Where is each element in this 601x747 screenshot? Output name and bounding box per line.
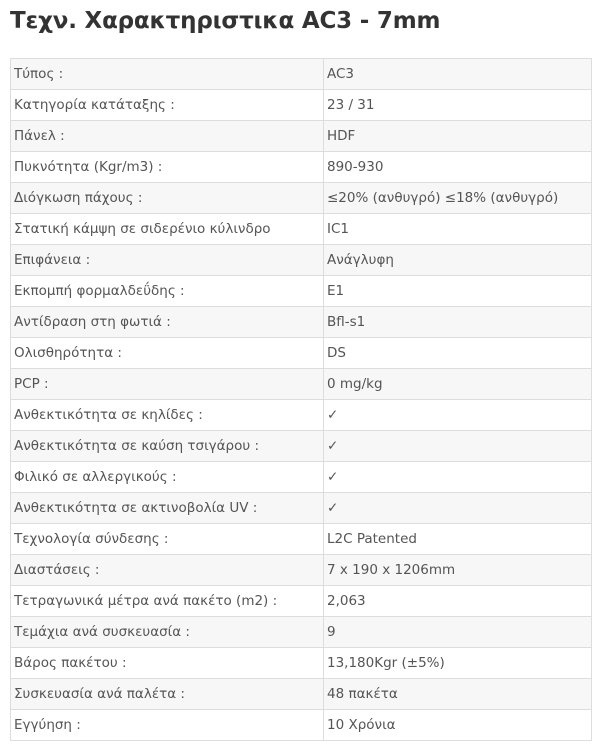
specs-table <box>10 58 592 741</box>
spec-label: Ανθεκτικότητα σε καύση τσιγάρου : <box>11 431 324 462</box>
table-row <box>11 369 592 400</box>
spec-label: Ανθεκτικότητα σε ακτινοβολία UV : <box>11 493 324 524</box>
table-row <box>11 710 592 741</box>
spec-label: Αντίδραση στη φωτιά : <box>11 307 324 338</box>
table-row <box>11 59 592 90</box>
spec-label: Ολισθηρότητα : <box>11 338 324 369</box>
spec-value: IC1 <box>324 214 592 245</box>
spec-value: 2,063 <box>324 586 592 617</box>
spec-value: 7 x 190 x 1206mm <box>324 555 592 586</box>
table-row <box>11 121 592 152</box>
spec-value: 9 <box>324 617 592 648</box>
spec-value: ≤20% (ανθυγρό) ≤18% (ανθυγρό) <box>324 183 592 214</box>
spec-value: ✓ <box>324 462 592 493</box>
spec-value: AC3 <box>324 59 592 90</box>
spec-value: 48 πακέτα <box>324 679 592 710</box>
spec-value: DS <box>324 338 592 369</box>
spec-label: PCP : <box>11 369 324 400</box>
spec-label: Τεχνολογία σύνδεσης : <box>11 524 324 555</box>
spec-label: Διαστάσεις : <box>11 555 324 586</box>
spec-label: Συσκευασία ανά παλέτα : <box>11 679 324 710</box>
spec-label: Πυκνότητα (Kgr/m3) : <box>11 152 324 183</box>
spec-value: E1 <box>324 276 592 307</box>
spec-label: Εκπομπή φορμαλδεΰδης : <box>11 276 324 307</box>
spec-label: Διόγκωση πάχους : <box>11 183 324 214</box>
table-row <box>11 679 592 710</box>
table-row <box>11 555 592 586</box>
table-row <box>11 462 592 493</box>
table-row <box>11 431 592 462</box>
spec-label: Βάρος πακέτου : <box>11 648 324 679</box>
spec-label: Εγγύηση : <box>11 710 324 741</box>
spec-value: 0 mg/kg <box>324 369 592 400</box>
table-row <box>11 524 592 555</box>
spec-value: Bfl-s1 <box>324 307 592 338</box>
spec-label: Φιλικό σε αλλεργικούς : <box>11 462 324 493</box>
table-row <box>11 648 592 679</box>
specs-table-body <box>11 59 592 741</box>
table-row <box>11 90 592 121</box>
table-row <box>11 245 592 276</box>
spec-label: Τύπος : <box>11 59 324 90</box>
table-row <box>11 214 592 245</box>
spec-value: 13,180Kgr (±5%) <box>324 648 592 679</box>
spec-value: ✓ <box>324 400 592 431</box>
spec-value: HDF <box>324 121 592 152</box>
table-row <box>11 586 592 617</box>
page-title: Τεχν. Χαρακτηριστικα AC3 - 7mm <box>10 8 441 34</box>
spec-label: Ανθεκτικότητα σε κηλίδες : <box>11 400 324 431</box>
table-row <box>11 152 592 183</box>
spec-value: Ανάγλυφη <box>324 245 592 276</box>
spec-value: L2C Patented <box>324 524 592 555</box>
table-row <box>11 183 592 214</box>
spec-label: Τετραγωνικά μέτρα ανά πακέτο (m2) : <box>11 586 324 617</box>
spec-label: Κατηγορία κατάταξης : <box>11 90 324 121</box>
spec-label: Τεμάχια ανά συσκευασία : <box>11 617 324 648</box>
table-row <box>11 400 592 431</box>
table-row <box>11 307 592 338</box>
table-row <box>11 493 592 524</box>
spec-label: Επιφάνεια : <box>11 245 324 276</box>
spec-value: 890-930 <box>324 152 592 183</box>
table-row <box>11 338 592 369</box>
table-row <box>11 617 592 648</box>
spec-value: 10 Χρόνια <box>324 710 592 741</box>
table-row <box>11 276 592 307</box>
spec-value: ✓ <box>324 493 592 524</box>
spec-label: Στατική κάμψη σε σιδερένιο κύλινδρο <box>11 214 324 245</box>
spec-value: 23 / 31 <box>324 90 592 121</box>
spec-value: ✓ <box>324 431 592 462</box>
spec-label: Πάνελ : <box>11 121 324 152</box>
